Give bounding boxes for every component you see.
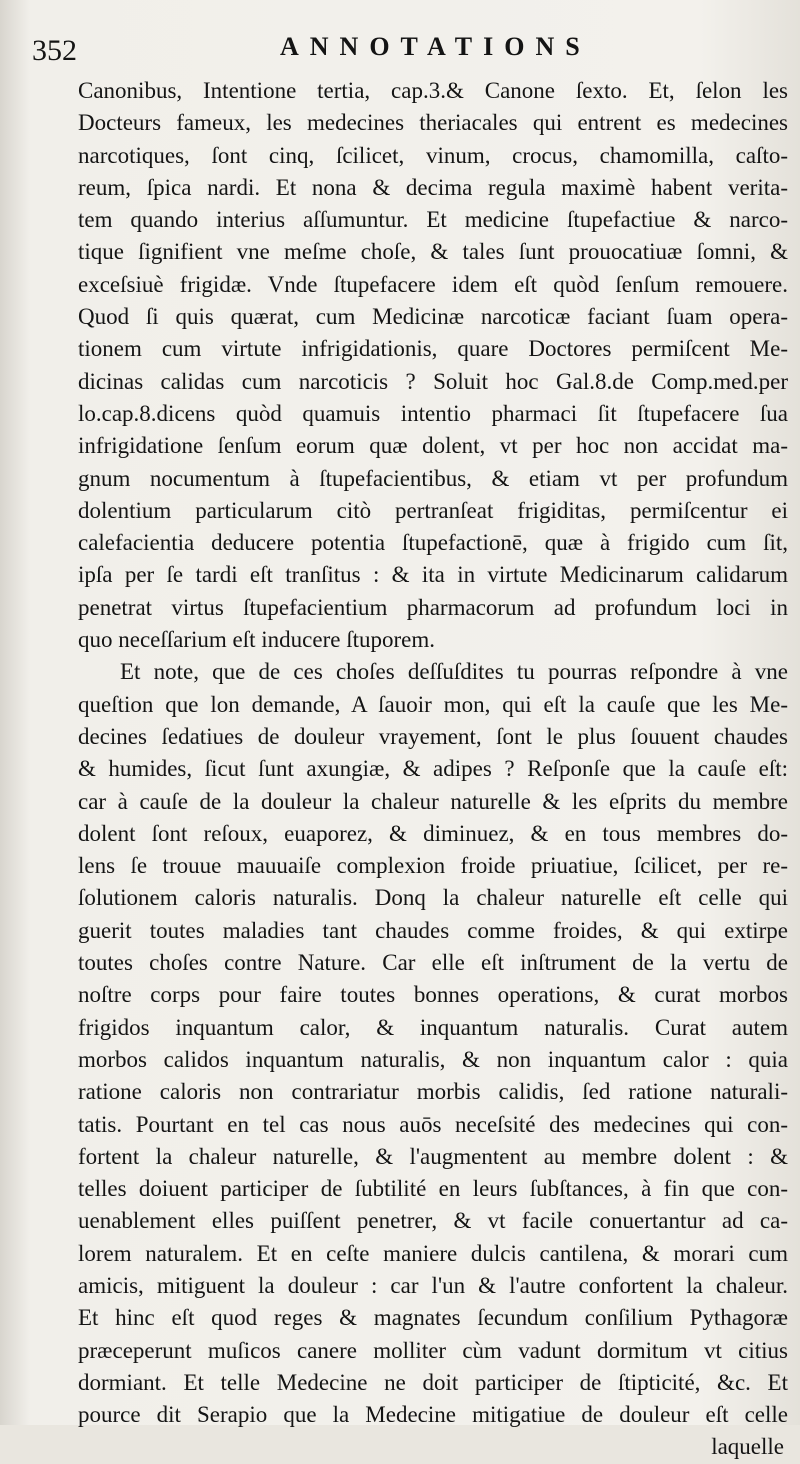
text-line: tionem cum virtute infrigidationis, quare Doctores permiſcent Me- xyxy=(78,336,788,362)
text-line: ratione caloris non contrariatur morbis calidis, ſed ratione naturali- xyxy=(78,1079,788,1105)
text-line: exceſsiuè frigidæ. Vnde ſtupefacere idem eſt quòd ſenſum remouere. xyxy=(78,271,788,297)
text-line: decines ſedatiues de douleur vrayement, ſont le plus ſouuent chaudes xyxy=(78,723,788,749)
text-line: reum, ſpica nardi. Et nona & decima regula maximè habent verita- xyxy=(78,174,788,200)
text-line: lens ſe trouue mauuaiſe complexion froide priuatiue, ſcilicet, per re- xyxy=(78,853,788,879)
running-head: ANNOTATIONS xyxy=(280,32,591,61)
body-text xyxy=(78,75,788,1464)
text-line: noſtre corps pour faire toutes bonnes operations, & curat morbos xyxy=(78,982,788,1008)
page-number: 352 xyxy=(32,34,77,67)
text-line: Docteurs fameux, les medecines theriacales qui entrent es medecines xyxy=(78,110,788,136)
text-line: tatis. Pourtant en tel cas nous auōs neceſsité des medecines qui con- xyxy=(78,1111,788,1137)
catchword: laquelle xyxy=(711,1434,784,1460)
text-line: & humides, ſicut ſunt axungiæ, & adipes ? Reſponſe que la cauſe eſt: xyxy=(78,756,788,782)
text-line: tique ſignifient vne meſme choſe, & tales ſunt prouocatiuæ ſomni, & xyxy=(78,239,788,265)
text-line: ſolutionem caloris naturalis. Donq la chaleur naturelle eſt celle qui xyxy=(78,885,788,911)
text-line: queſtion que lon demande, A ſauoir mon, qui eſt la cauſe que les Me- xyxy=(78,691,788,717)
text-line: Et hinc eſt quod reges & magnates ſecundum conſilium Pythagoræ xyxy=(78,1305,788,1331)
text-line: dolent ſont reſoux, euaporez, & diminuez, & en tous membres do- xyxy=(78,820,788,846)
text-line: gnum nocumentum à ſtupefacientibus, & etiam vt per profundum xyxy=(78,465,788,491)
text-line: car à cauſe de la douleur la chaleur naturelle & les eſprits du membre xyxy=(78,788,788,814)
text-line: dolentium particularum citò pertranſeat frigiditas, permiſcentur ei xyxy=(78,497,788,523)
text-line: quo neceſſarium eſt inducere ſtuporem. xyxy=(78,627,436,653)
text-line: lorem naturalem. Et en ceſte maniere dulcis cantilena, & morari cum xyxy=(78,1240,788,1266)
text-line: tem quando interius aſſumuntur. Et medicine ſtupefactiue & narco- xyxy=(78,207,788,233)
text-line: lo.cap.8.dicens quòd quamuis intentio pharmaci ſit ſtupefacere ſua xyxy=(78,400,788,426)
text-line: telles doiuent participer de ſubtilité en leurs ſubſtances, à fin que con- xyxy=(78,1176,788,1202)
text-line: Quod ſi quis quærat, cum Medicinæ narcoticæ faciant ſuam opera- xyxy=(78,304,788,330)
text-line: dormiant. Et telle Medecine ne doit participer de ſtipticité, &c. Et xyxy=(78,1369,788,1395)
text-line: penetrat virtus ſtupefacientium pharmacorum ad profundum loci in xyxy=(78,594,788,620)
text-line: pource dit Serapio que la Medecine mitigatiue de douleur eſt celle xyxy=(78,1402,788,1428)
text-line: guerit toutes maladies tant chaudes comme froides, & qui extirpe xyxy=(78,917,788,943)
page-header xyxy=(0,30,800,70)
text-line-paragraph-start: Et note, que de ces choſes deſſuſdites tu pourras reſpondre à vne xyxy=(120,659,788,685)
text-line: infrigidatione ſenſum eorum quæ dolent, vt per hoc non accidat ma- xyxy=(78,433,788,459)
text-line: amicis, mitiguent la douleur : car l'un & l'autre confortent la chaleur. xyxy=(78,1272,788,1298)
text-line: calefacientia deducere potentia ſtupefactionē, quæ à frigido cum ſit, xyxy=(78,530,788,556)
text-line: frigidos inquantum calor, & inquantum naturalis. Curat autem xyxy=(78,1014,788,1040)
text-line: morbos calidos inquantum naturalis, & non inquantum calor : quia xyxy=(78,1046,788,1072)
text-line: fortent la chaleur naturelle, & l'augmentent au membre dolent : & xyxy=(78,1143,788,1169)
text-line: præceperunt muſicos canere molliter cùm vadunt dormitum vt citius xyxy=(78,1337,788,1363)
text-line: uenablement elles puiſſent penetrer, & vt facile conuertantur ad ca- xyxy=(78,1208,788,1234)
text-line: dicinas calidas cum narcoticis ? Soluit hoc Gal.8.de Comp.med.per xyxy=(78,368,788,394)
text-line: ipſa per ſe tardi eſt tranſitus : & ita in virtute Medicinarum calidarum xyxy=(78,562,788,588)
text-line: toutes choſes contre Nature. Car elle eſt inſtrument de la vertu de xyxy=(78,950,788,976)
text-line: Canonibus, Intentione tertia, cap.3.& Canone ſexto. Et, ſelon les xyxy=(78,78,788,103)
text-line: narcotiques, ſont cinq, ſcilicet, vinum, crocus, chamomilla, caſto- xyxy=(78,142,788,168)
